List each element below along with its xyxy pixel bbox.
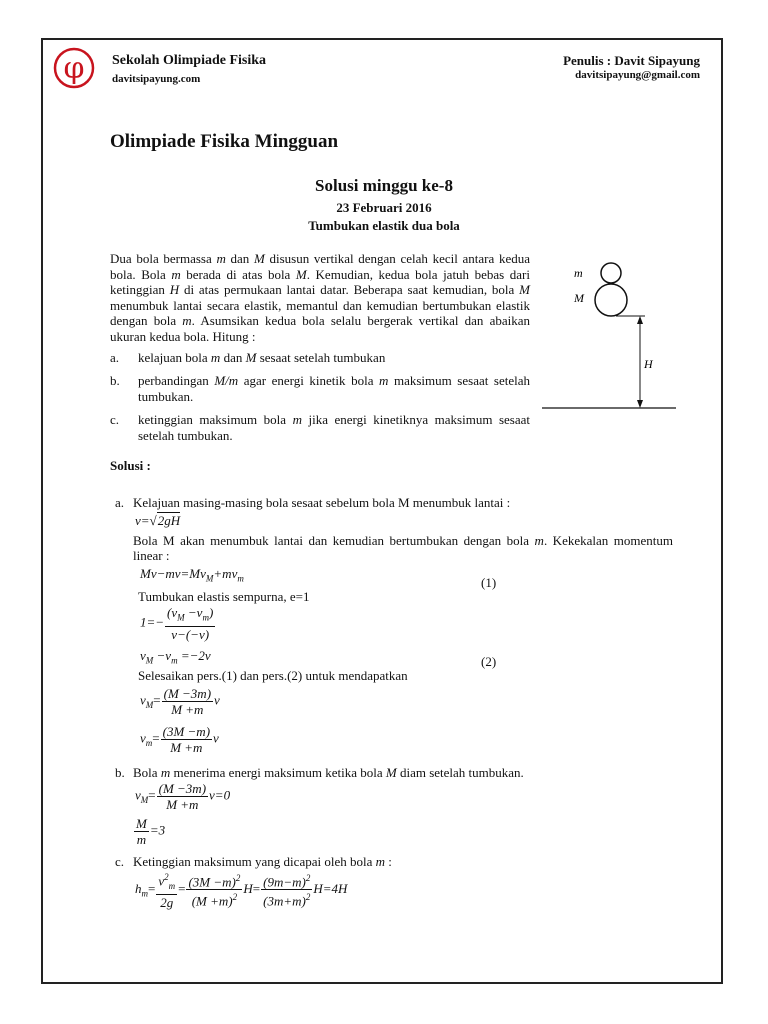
eq-restitution: 1=− $\frac{(v_M -v_m)}{v-(-v)}$ (140, 605, 214, 642)
solution-title: Solusi minggu ke-8 (315, 176, 453, 195)
eq-mass-ratio: $\frac{M}{m}$ =3 (136, 816, 166, 847)
eq-number-2: (2) (481, 654, 497, 669)
eq-vM: $v_M=$ $\frac{(M -3m)}{M +m}$ v (140, 686, 220, 717)
author-email: davitsipayung@gmail.com (575, 69, 700, 81)
sol-c-text: Ketinggian maksimum yang dicapai oleh bola m : (133, 854, 392, 869)
school-name: Sekolah Olimpiade Fisika (112, 53, 267, 68)
label-M: M (574, 291, 584, 305)
sol-b-label: b. (115, 765, 125, 780)
eq-momentum: $Mv-mv=Mv_M+mv_m$ (140, 566, 244, 584)
small-ball-m (601, 263, 621, 283)
sol-b-text: Bola m menerima energi maksimum ketika bola M diam setelah tumbukan. (133, 765, 524, 780)
sol-a-label: a. (115, 495, 125, 510)
eq-max-height: $h_m=$ $\frac{v^2_m}{2g}$ = $\frac{(3M -m)^2}{(M +m)^2}$ H= $\frac{(9m-m)^2}{(3m+m)^2}$ H=4H (135, 872, 348, 910)
eq-v: v=√2gH (135, 513, 181, 528)
problem-intro: Dua bola bermassa m dan M disusun vertikal dengan celah kecil antara kedua bola. Bola m berada di atas bola M. Kemudian, kedua bola jatuh bebas dari ketinggian H di atas permukaan lantai datar. Beberapa saat kemudian, bola M menumbuk lantai secara elastik, memantul dan kemudian bertumbukan elastik dengan bola m. Asumsikan kedua bola selalu bergerak vertikal dan abaikan ukuran kedua bola. Hitung : (110, 251, 531, 344)
school-website: davitsipayung.com (112, 73, 201, 85)
sol-a-text3: Tumbukan elastis sempurna, e=1 (138, 589, 310, 604)
eq-number-1: (1) (481, 575, 497, 590)
author-name: Penulis : Davit Sipayung (563, 53, 700, 68)
solution-date: 23 Februari 2016 (336, 200, 432, 215)
label-m: m (574, 266, 583, 280)
eq-vm: $v_m=$ $\frac{(3M -m)}{M +m}$ v (140, 724, 219, 755)
sol-a-text2: Bola M akan menumbuk lantai dan kemudian bertumbukan dengan bola m. Kekekalan momentum linear : (133, 533, 673, 563)
solution-heading: Solusi : (110, 458, 151, 473)
label-H: H (644, 357, 653, 371)
sol-a-text: Kelajuan masing-masing bola sesaat sebelum bola M menumbuk lantai : (133, 495, 511, 510)
eq-vM-zero: $v_M=$ $\frac{(M -3m)}{M +m}$ v=0 (135, 781, 231, 812)
eq-velocity-diff: $v_M -v_m =-2v$ (140, 648, 211, 666)
page-title: Olimpiade Fisika Mingguan (110, 131, 339, 152)
sol-c-label: c. (115, 854, 125, 869)
sol-a-text4: Selesaikan pers.(1) dan pers.(2) untuk mendapatkan (138, 668, 408, 683)
large-ball-M (595, 284, 627, 316)
solution-topic: Tumbukan elastik dua bola (308, 218, 460, 233)
phi-logo-icon (53, 47, 95, 89)
two-balls-figure (538, 258, 678, 418)
svg-text:φ: φ (63, 51, 85, 86)
